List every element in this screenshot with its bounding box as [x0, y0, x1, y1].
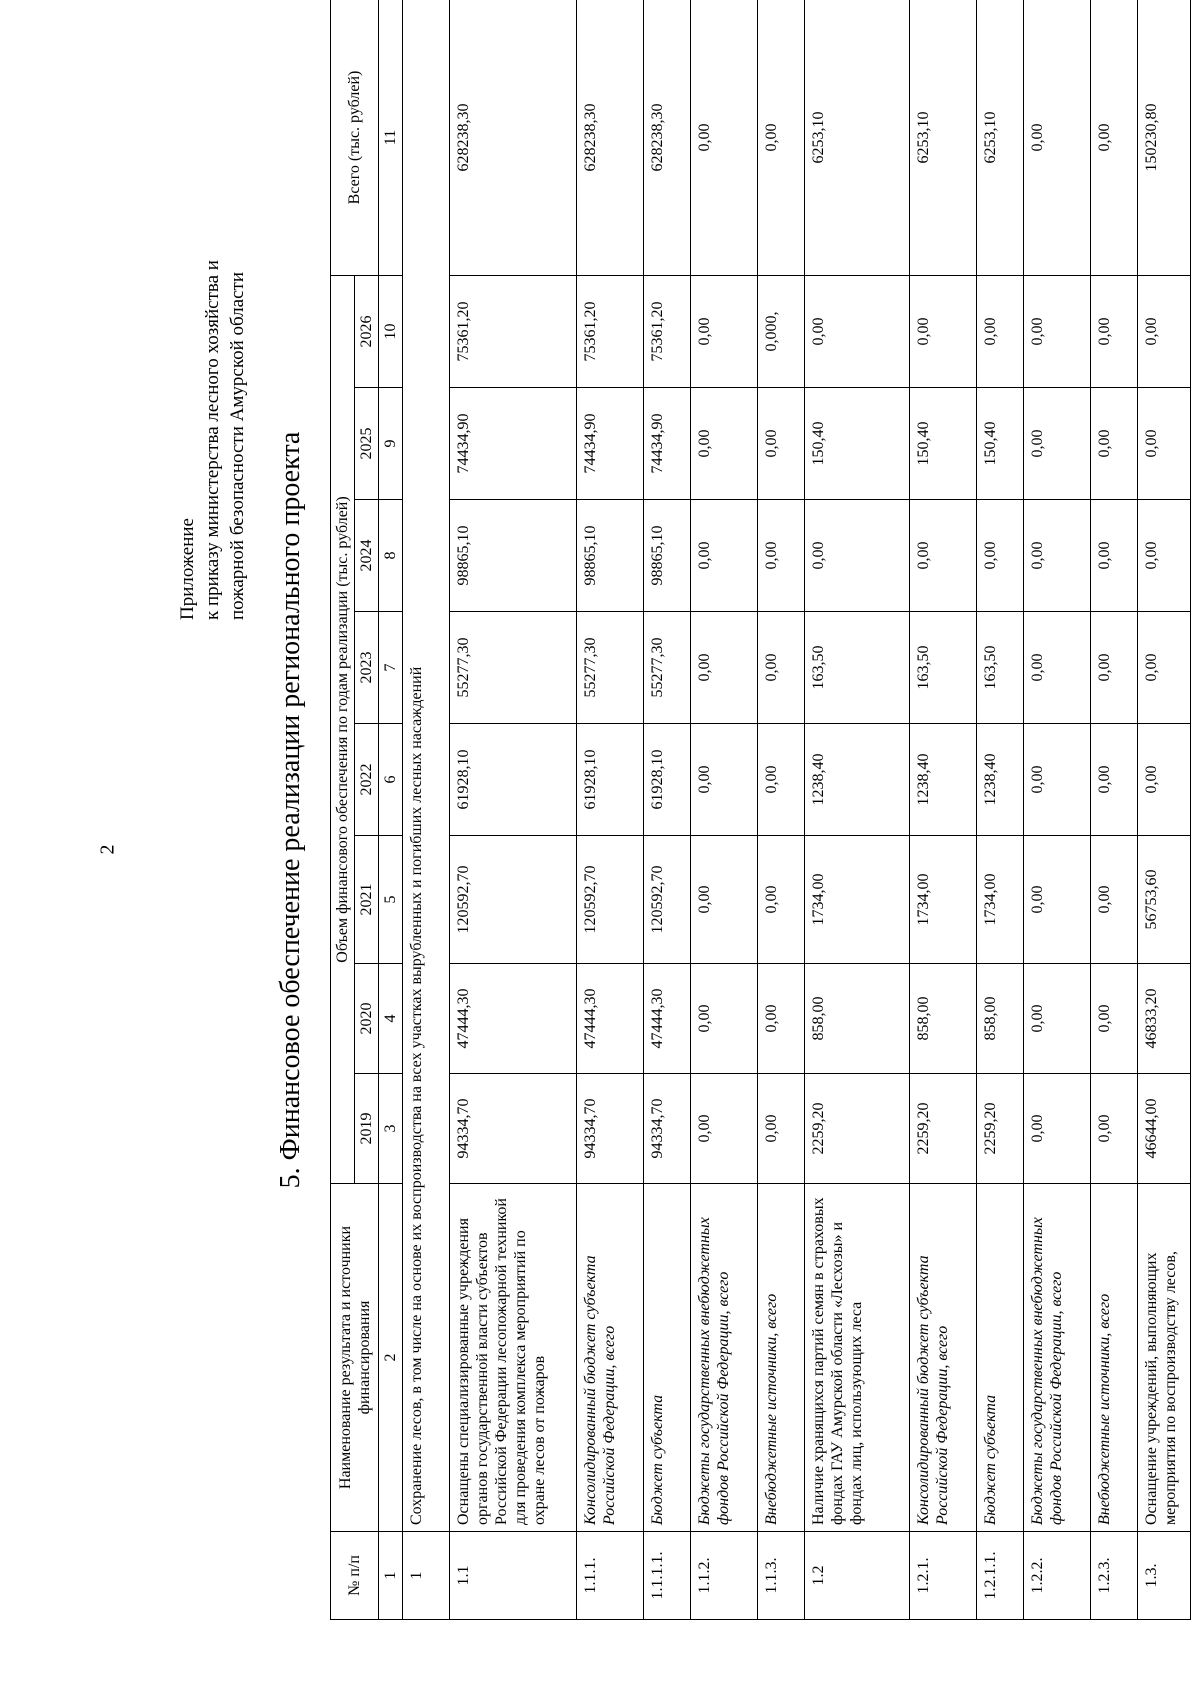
appendix-note [175, 60, 250, 620]
row-num: 1.1.1.1. [644, 1532, 691, 1620]
total-cell: 628238,30 [644, 0, 691, 275]
value-cell: 0,00 [1138, 275, 1191, 387]
header-total: Всего (тыс. рублей) [331, 0, 379, 275]
value-cell: 0,00 [691, 836, 758, 964]
col-number: 3 [379, 1074, 403, 1184]
value-cell: 1734,00 [805, 836, 910, 964]
value-cell: 0,00 [1091, 724, 1138, 836]
value-cell: 75361,20 [577, 275, 644, 387]
appendix-line-3: пожарной безопасности Амурской области [227, 271, 248, 620]
value-cell: 0,00 [977, 275, 1024, 387]
table-row [1138, 0, 1191, 1620]
value-cell: 0,00 [1024, 500, 1091, 612]
value-cell: 858,00 [805, 964, 910, 1074]
table-row [1091, 0, 1138, 1620]
section-row [403, 0, 450, 1620]
header-year: 2024 [355, 500, 379, 612]
value-cell: 0,00 [1024, 275, 1091, 387]
value-cell: 46644,00 [1138, 1074, 1191, 1184]
col-number: 5 [379, 836, 403, 964]
table-row [450, 0, 577, 1620]
row-num: 1.2.3. [1091, 1532, 1138, 1620]
value-cell: 858,00 [977, 964, 1024, 1074]
total-cell: 628238,30 [577, 0, 644, 275]
col-number: 10 [379, 275, 403, 387]
value-cell: 0,00 [758, 1074, 805, 1184]
value-cell: 74434,90 [577, 388, 644, 500]
value-cell: 163,50 [910, 612, 977, 724]
value-cell: 0,00 [805, 500, 910, 612]
value-cell: 46833,20 [1138, 964, 1191, 1074]
total-cell: 628238,30 [450, 0, 577, 275]
value-cell: 94334,70 [450, 1074, 577, 1184]
value-cell: 47444,30 [577, 964, 644, 1074]
total-cell: 0,00 [1024, 0, 1091, 275]
value-cell: 0,00 [1138, 612, 1191, 724]
row-num: 1.1.3. [758, 1532, 805, 1620]
finance-table [330, 0, 1191, 1620]
col-number: 2 [379, 1184, 403, 1532]
value-cell: 1734,00 [977, 836, 1024, 964]
row-name: Консолидированный бюджет субъекта Российской Федерации, всего [910, 1184, 977, 1532]
document-title: 5. Финансовое обеспечение реализации регионального проекта [275, 431, 306, 1189]
value-cell: 0,00 [1091, 500, 1138, 612]
value-cell: 0,00 [1091, 836, 1138, 964]
col-number: 1 [379, 1532, 403, 1620]
value-cell: 0,00 [1138, 500, 1191, 612]
row-num: 1.2.2. [1024, 1532, 1091, 1620]
header-year: 2023 [355, 612, 379, 724]
row-num: 1.1.1. [577, 1532, 644, 1620]
row-name: Наличие хранящихся партий семян в страховых фондах ГАУ Амурской области «Лесхозы» и фондах лиц, использующих леса [805, 1184, 910, 1532]
col-number: 9 [379, 388, 403, 500]
value-cell: 0,00 [1024, 388, 1091, 500]
value-cell: 74434,90 [644, 388, 691, 500]
header-year: 2019 [355, 1074, 379, 1184]
row-name: Оснащение учреждений, выполняющих мероприятия по воспроизводству лесов, [1138, 1184, 1191, 1532]
value-cell: 0,00 [691, 388, 758, 500]
page-number: 2 [96, 844, 119, 855]
section-num: 1 [403, 1532, 450, 1620]
value-cell: 47444,30 [644, 964, 691, 1074]
value-cell: 74434,90 [450, 388, 577, 500]
value-cell: 0,00 [1024, 836, 1091, 964]
value-cell: 858,00 [910, 964, 977, 1074]
value-cell: 0,000, [758, 275, 805, 387]
value-cell: 0,00 [1091, 275, 1138, 387]
value-cell: 1734,00 [910, 836, 977, 964]
row-name: Консолидированный бюджет субъекта Российской Федерации, всего [577, 1184, 644, 1532]
value-cell: 61928,10 [577, 724, 644, 836]
value-cell: 0,00 [691, 275, 758, 387]
table-row [644, 0, 691, 1620]
table-row [910, 0, 977, 1620]
table-row [805, 0, 910, 1620]
value-cell: 0,00 [910, 275, 977, 387]
value-cell: 0,00 [691, 500, 758, 612]
value-cell: 0,00 [977, 500, 1024, 612]
total-cell: 6253,10 [910, 0, 977, 275]
row-name: Бюджет субъекта [977, 1184, 1024, 1532]
section-text: Сохранение лесов, в том числе на основе их воспроизводства на всех участках вырубленных и погибших лесных насаждений [403, 0, 450, 1532]
value-cell: 55277,30 [644, 612, 691, 724]
value-cell: 55277,30 [450, 612, 577, 724]
total-cell: 0,00 [1091, 0, 1138, 275]
header-year: 2020 [355, 964, 379, 1074]
appendix-line-2: к приказу министерства лесного хозяйства и [202, 260, 223, 620]
row-num: 1.2.1. [910, 1532, 977, 1620]
appendix-line-1: Приложение [177, 518, 198, 620]
value-cell: 1238,40 [805, 724, 910, 836]
value-cell: 55277,30 [577, 612, 644, 724]
value-cell: 0,00 [1024, 612, 1091, 724]
value-cell: 120592,70 [577, 836, 644, 964]
value-cell: 0,00 [1091, 612, 1138, 724]
col-number: 6 [379, 724, 403, 836]
col-number: 4 [379, 964, 403, 1074]
value-cell: 0,00 [805, 275, 910, 387]
row-name: Оснащены специализированные учреждения органов государственной власти субъектов Российской Федерации лесопожарной техникой для проведения комплекса мероприятий по охране лесов от пожаров [450, 1184, 577, 1532]
value-cell: 2259,20 [910, 1074, 977, 1184]
row-num: 1.2 [805, 1532, 910, 1620]
value-cell: 98865,10 [644, 500, 691, 612]
row-name: Бюджет субъекта [644, 1184, 691, 1532]
value-cell: 98865,10 [577, 500, 644, 612]
value-cell: 0,00 [758, 612, 805, 724]
total-cell: 6253,10 [977, 0, 1024, 275]
value-cell: 0,00 [1024, 964, 1091, 1074]
row-name: Внебюджетные источники, всего [758, 1184, 805, 1532]
col-number: 11 [379, 0, 403, 275]
value-cell: 61928,10 [644, 724, 691, 836]
value-cell: 61928,10 [450, 724, 577, 836]
header-year: 2022 [355, 724, 379, 836]
value-cell: 0,00 [758, 500, 805, 612]
value-cell: 75361,20 [644, 275, 691, 387]
table-row [1024, 0, 1091, 1620]
total-cell: 150230,80 [1138, 0, 1191, 275]
header-volume: Объем финансового обеспечения по годам реализации (тыс. рублей) [331, 275, 355, 1183]
header-year: 2021 [355, 836, 379, 964]
value-cell: 2259,20 [805, 1074, 910, 1184]
table-row [758, 0, 805, 1620]
value-cell: 0,00 [691, 964, 758, 1074]
value-cell: 0,00 [758, 388, 805, 500]
value-cell: 0,00 [691, 724, 758, 836]
value-cell: 1238,40 [910, 724, 977, 836]
row-num: 1.1.2. [691, 1532, 758, 1620]
total-cell: 0,00 [691, 0, 758, 275]
value-cell: 0,00 [758, 836, 805, 964]
value-cell: 163,50 [977, 612, 1024, 724]
col-number: 8 [379, 500, 403, 612]
table-row [577, 0, 644, 1620]
col-number: 7 [379, 612, 403, 724]
row-name: Бюджеты государственных внебюджетных фондов Российской Федерации, всего [1024, 1184, 1091, 1532]
value-cell: 150,40 [805, 388, 910, 500]
value-cell: 0,00 [691, 1074, 758, 1184]
value-cell: 98865,10 [450, 500, 577, 612]
value-cell: 0,00 [1138, 724, 1191, 836]
total-cell: 0,00 [758, 0, 805, 275]
value-cell: 150,40 [910, 388, 977, 500]
value-cell: 47444,30 [450, 964, 577, 1074]
value-cell: 120592,70 [644, 836, 691, 964]
table-row [977, 0, 1024, 1620]
value-cell: 0,00 [910, 500, 977, 612]
value-cell: 120592,70 [450, 836, 577, 964]
value-cell: 0,00 [1024, 724, 1091, 836]
row-name: Бюджеты государственных внебюджетных фондов Российской Федерации, всего [691, 1184, 758, 1532]
value-cell: 163,50 [805, 612, 910, 724]
row-num: 1.2.1.1. [977, 1532, 1024, 1620]
value-cell: 2259,20 [977, 1074, 1024, 1184]
header-year: 2025 [355, 388, 379, 500]
value-cell: 0,00 [1091, 1074, 1138, 1184]
value-cell: 0,00 [1091, 388, 1138, 500]
header-year: 2026 [355, 275, 379, 387]
value-cell: 0,00 [691, 612, 758, 724]
value-cell: 56753,60 [1138, 836, 1191, 964]
value-cell: 94334,70 [644, 1074, 691, 1184]
value-cell: 0,00 [758, 964, 805, 1074]
value-cell: 0,00 [1024, 1074, 1091, 1184]
table-row [691, 0, 758, 1620]
value-cell: 75361,20 [450, 275, 577, 387]
value-cell: 0,00 [758, 724, 805, 836]
value-cell: 0,00 [1138, 388, 1191, 500]
value-cell: 94334,70 [577, 1074, 644, 1184]
rotated-page-content [175, 0, 1200, 1620]
value-cell: 150,40 [977, 388, 1024, 500]
row-num: 1.3. [1138, 1532, 1191, 1620]
row-num: 1.1 [450, 1532, 577, 1620]
row-name: Внебюджетные источники, всего [1091, 1184, 1138, 1532]
value-cell: 1238,40 [977, 724, 1024, 836]
header-name: Наименование результата и источники финансирования [331, 1184, 379, 1532]
total-cell: 6253,10 [805, 0, 910, 275]
value-cell: 0,00 [1091, 964, 1138, 1074]
header-num: № п/п [331, 1532, 379, 1620]
